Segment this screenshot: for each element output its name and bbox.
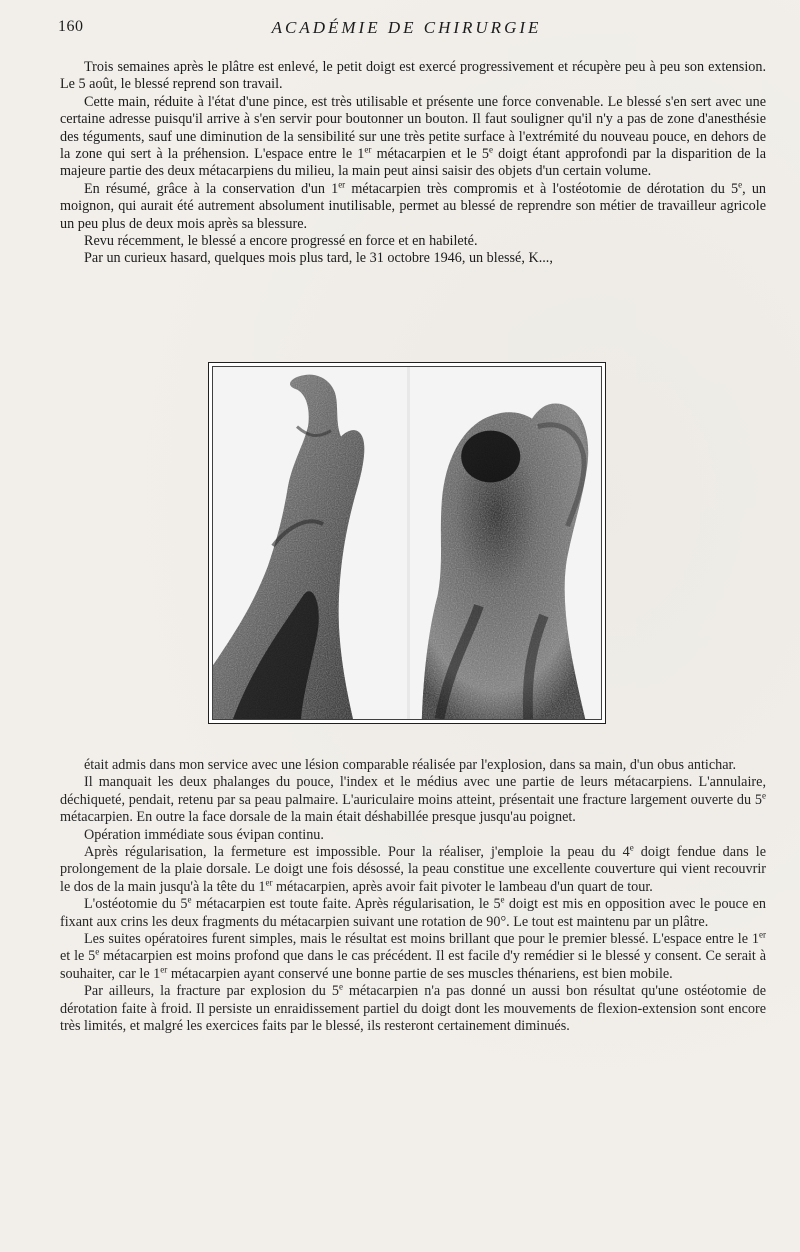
paragraph: était admis dans mon service avec une lésion comparable réalisée par l'explosion, dans sa main, d'un obus antichar. [84,757,737,773]
paragraph: En résumé, grâce à la conservation d'un 1er métacarpien très compromis et à l'ostéotomie de dérotation du 5e, un moignon, qui aurait été autrement absolument inutilisable, permet au blessé de reprendre son métier de travailleur agricole un peu plus de deux mois après sa blessure. [60,179,767,232]
paragraph: Après régularisation, la fermeture est impossible. Pour la réaliser, j'emploie la peau du 4e doigt fendue dans le prolongement de la plaie dorsale. Le doigt une fois désossé, la peau constitue une excellente couverture qui vient recouvrir le dos de la main jusqu'à la tête du 1er métacarpien, après avoir fait pivoter le lambeau d'un quart de tour. [60,842,766,895]
paragraph: Par ailleurs, la fracture par explosion du 5e métacarpien n'a pas donné un aussi bon résultat qu'une ostéotomie de dérotation faite à froid. Il persiste un enraidissement partiel du doigt dont les mouvements de flexion-extension sont encore très limités, et malgré les exercices faits par le blessé, ils resteront certainement diminués. [60,981,767,1035]
paragraph: Les suites opératoires furent simples, mais le résultat est moins brillant que pour le premier blessé. L'espace entre le 1er et le 5e métacarpien est moins profond que dans le cas précédent. Il est facile d'y remédier si le blessé y consent. Ce serait à souhaiter, car le 1er métacarpien ayant conservé une bonne partie de ses muscles thénariens, est bien mobile. [60,929,767,982]
photograph-frame [212,366,602,720]
hand-palm-photo-icon [410,367,601,719]
page-header [58,16,755,40]
page-number: 160 [58,18,84,35]
paragraph: Trois semaines après le plâtre est enlevé, le petit doigt est exercé progressivement et récupère peu à peu son extension. Le 5 août, le blessé reprend son travail. [60,59,766,93]
paragraph: Il manquait les deux phalanges du pouce, l'index et le médius avec une partie de leurs métacarpiens. L'annulaire, déchiqueté, pendait, retenu par sa peau palmaire. L'auriculaire moins atteint, présentait une fracture largement ouverte du 5e métacarpien. En outre la face dorsale de la main était déshabillée presque jusqu'au poignet. [60,774,766,826]
paragraph: Opération immédiate sous évipan continu. [84,826,324,843]
paragraph: Par un curieux hasard, quelques mois plus tard, le 31 octobre 1946, un blessé, K..., [84,250,553,267]
paragraph: Revu récemment, le blessé a encore progressé en force et en habileté. [84,233,478,250]
text-block-top [60,59,766,268]
hand-pincer-photo-icon [213,367,407,719]
photograph-figure [208,362,606,724]
paragraph: Cette main, réduite à l'état d'une pince, est très utilisable et présente une force convenable. Le blessé s'en sert avec une certaine adresse puisqu'il arrive à s'en servir pour boutonner un bouton. Il faut souligner qu'il n'y a pas de zone d'anesthésie des téguments, sauf une diminution de la sensibilité sur une très petite surface à l'extrémité du nouveau pouce, en dehors de la zone qui sert à la préhension. L'espace entre le 1er métacarpien et le 5e doigt étant approfondi par la disparition de la majeure partie des deux métacarpiens du milieu, la main peut ainsi saisir des objets d'un certain volume. [60,93,767,180]
text-block-bottom [60,757,766,1036]
running-title: ACADÉMIE DE CHIRURGIE [271,18,542,37]
paragraph: L'ostéotomie du 5e métacarpien est toute faite. Après régularisation, le 5e doigt est mis en opposition avec le pouce en fixant aux crins les deux fragments du métacarpien suivant une rotation de 90°. Le tout est maintenu par un plâtre. [60,894,766,930]
